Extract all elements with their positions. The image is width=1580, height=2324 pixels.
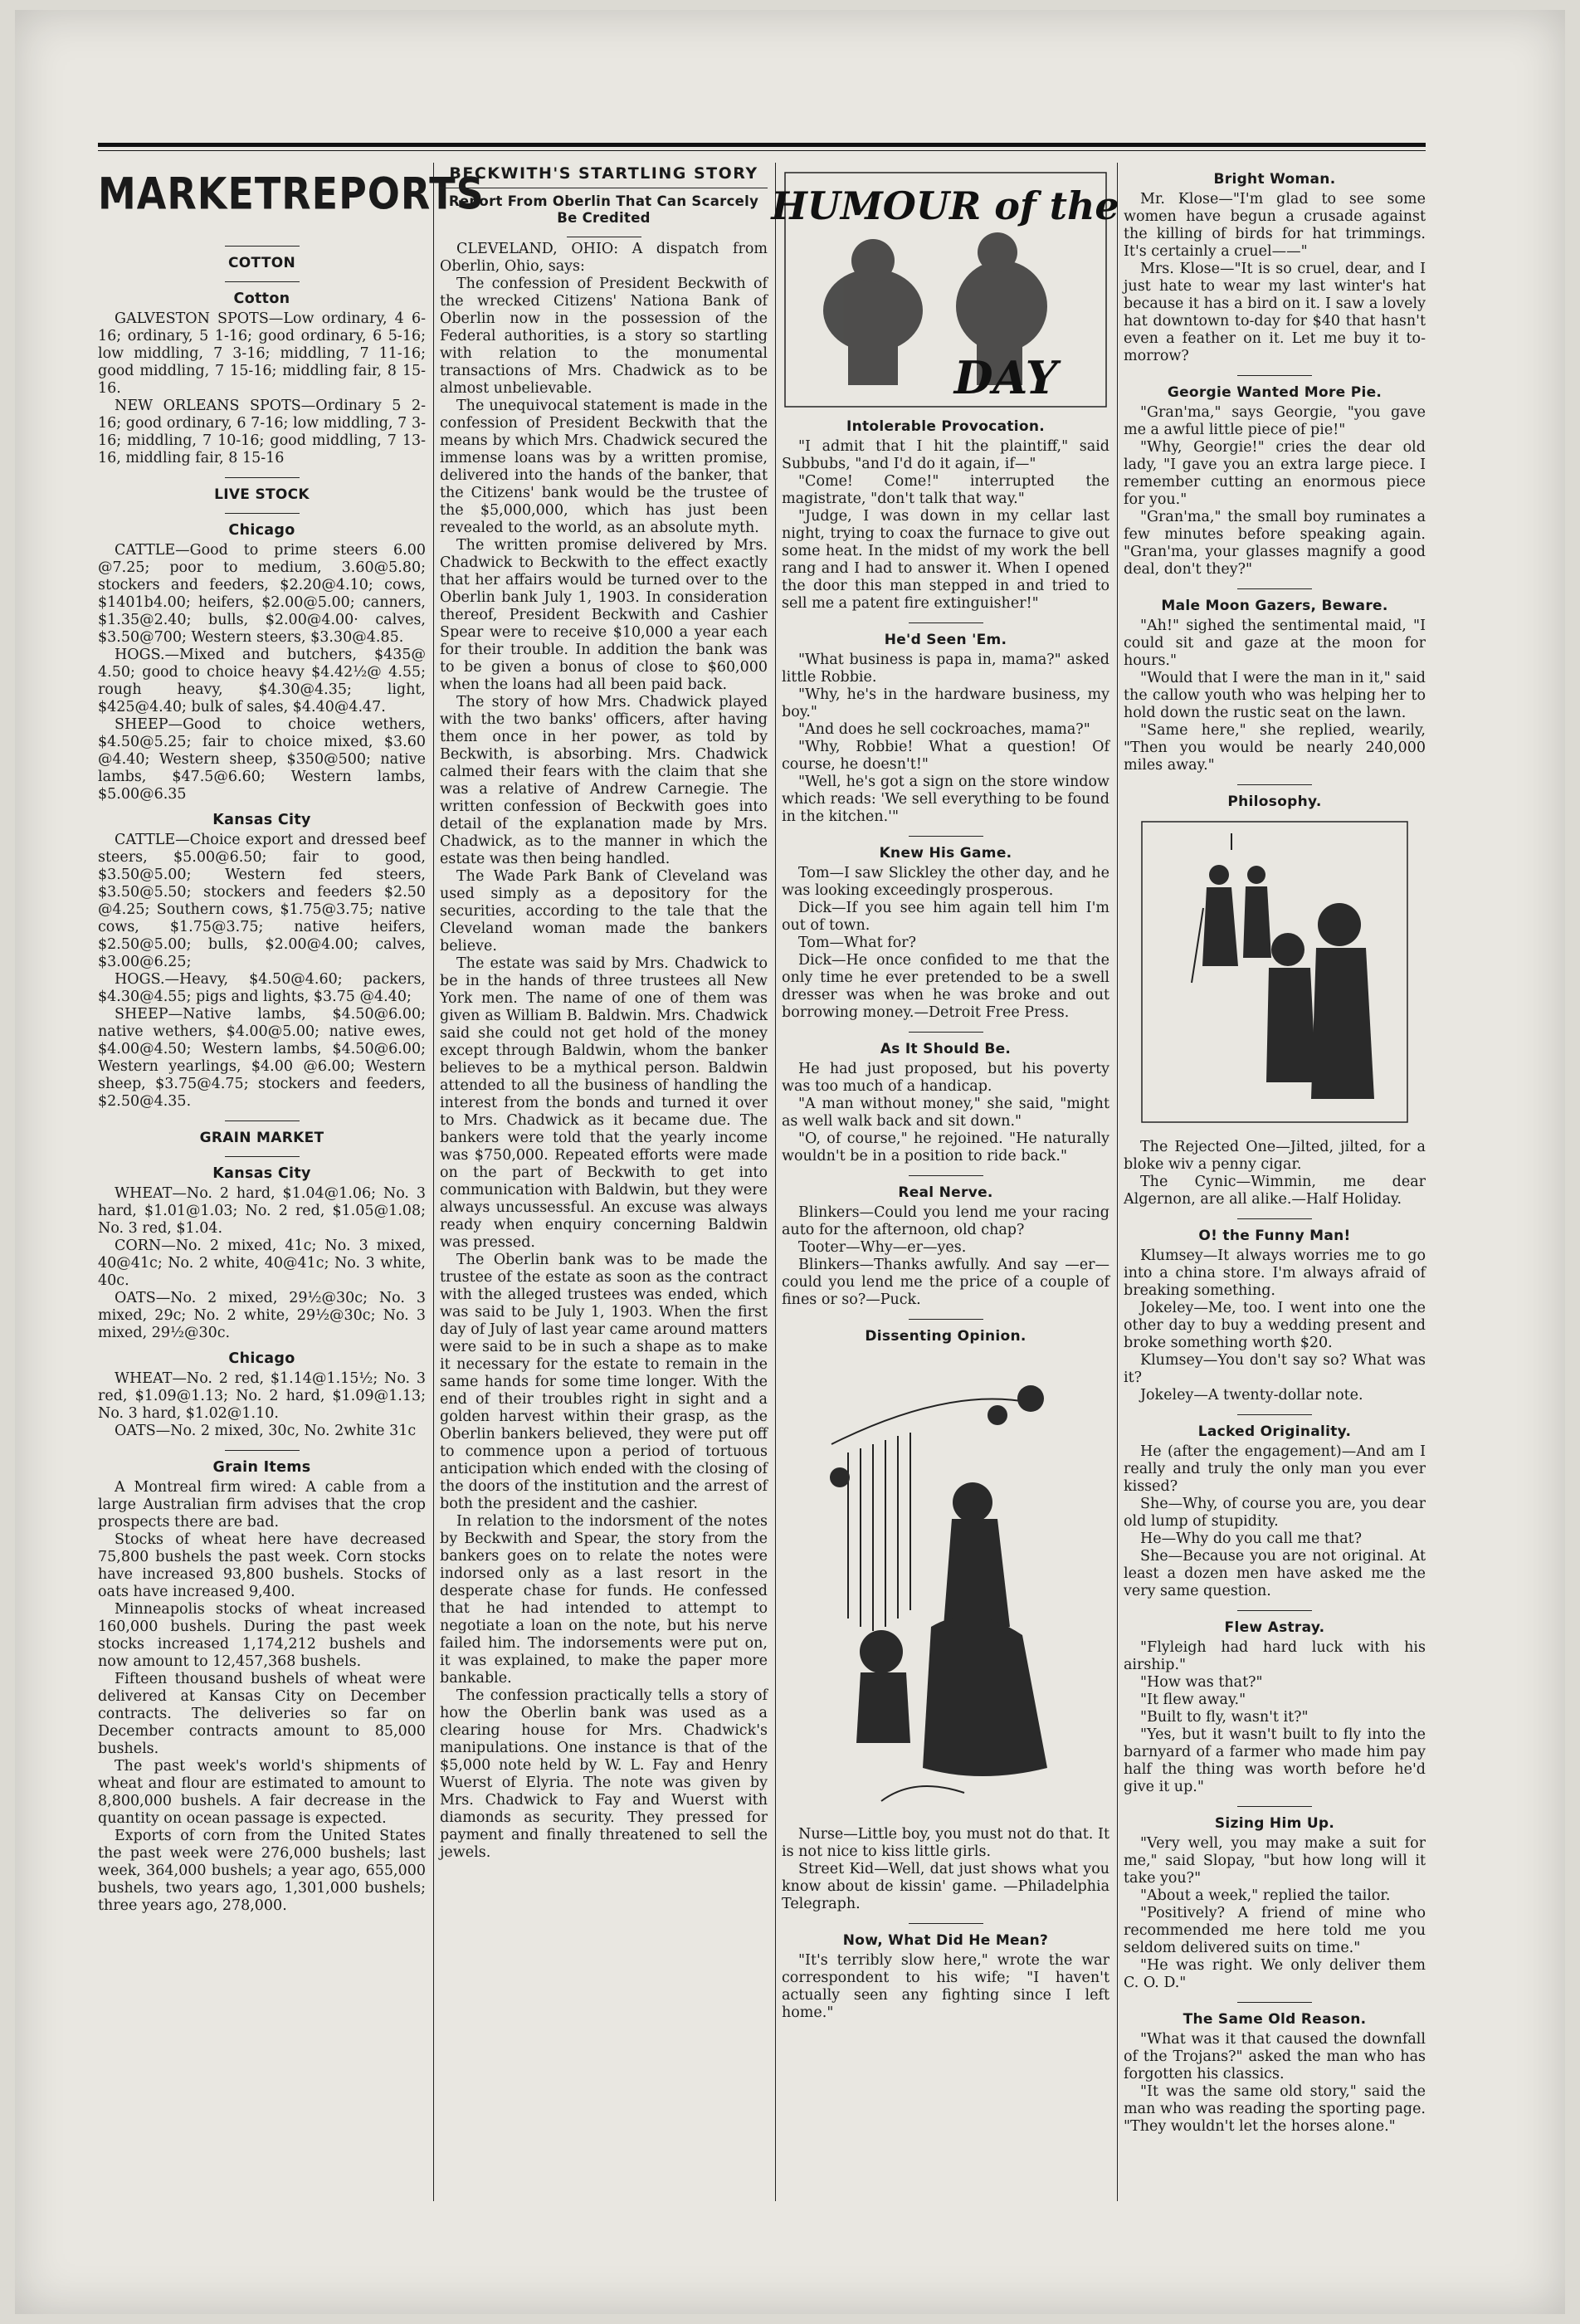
story-paragraph: "Would that I were the man in it," said the callow youth who was helping her to hold down the rustic seat on the lawn. <box>1124 670 1426 721</box>
story-paragraph: "What was it that caused the downfall of the Trojans?" asked the man who has forgotten his classics. <box>1124 2031 1426 2082</box>
section-divider <box>225 246 300 247</box>
story-paragraph: Blinkers—Could you lend me your racing auto for the afternoon, old chap? <box>782 1204 1109 1238</box>
nurse-and-children-cartoon <box>782 1353 1109 1818</box>
story-heading: Flew Astray. <box>1224 1619 1325 1636</box>
story-heading: Intolerable Provocation. <box>846 418 1046 435</box>
story-heading: Now, What Did He Mean? <box>842 1932 1049 1949</box>
section-divider <box>1237 1414 1312 1415</box>
subsection-heading: Grain Items <box>212 1459 311 1476</box>
story-paragraph: Dick—He once confided to me that the only time he ever pretended to be a swell dresser was when he was broke and out borrowing money.—Detroit Free Press. <box>782 952 1109 1021</box>
market-paragraph: NEW ORLEANS SPOTS—Ordinary 5 2-16; good ordinary, 6 7-16; low middling, 7 3-16; middling, 7 10-16; good middling, 7 13-16, middling fair, 8 15-16 <box>98 398 426 466</box>
market-paragraph: WHEAT—No. 2 red, $1.14@1.15½; No. 3 red, $1.09@1.13; No. 2 hard, $1.09@1.13; No. 3 hard, $1.02@1.10. <box>98 1370 426 1422</box>
story-paragraph: Klumsey—You don't say so? What was it? <box>1124 1352 1426 1386</box>
story-paragraph: "Why, he's in the hardware business, my boy." <box>782 686 1109 720</box>
story-heading: Sizing Him Up. <box>1214 1815 1335 1832</box>
section-divider <box>1237 1610 1312 1611</box>
story-paragraph: "Why, Robbie! What a question! Of course, he doesn't!" <box>782 739 1109 773</box>
section-divider <box>225 1156 300 1157</box>
story-paragraph: "Come! Come!" interrupted the magistrate, "don't talk that way." <box>782 473 1109 507</box>
story-paragraph: The confession practically tells a story of how the Oberlin bank was used as a clearing house for Mrs. Chadwick's manipulations. One instance is that of the $5,000 note held by W. L. Fay and Henry Wuerst of Elyria. The note was given by Mrs. Chadwick to Fay and Wuerst with diamonds as security. They pressed for payment and finally threatened to sell the jewels. <box>440 1687 768 1861</box>
section-heading: COTTON <box>228 255 295 271</box>
section-divider <box>225 281 300 282</box>
section-divider <box>1237 1806 1312 1807</box>
story-paragraph: "Gran'ma," the small boy ruminates a few minutes before speaking again. "Gran'ma, your glasses magnify a good deal, don't they?" <box>1124 509 1426 578</box>
market-paragraph: HOGS.—Heavy, $4.50@4.60; packers, $4.30@4.55; pigs and lights, $3.75 @4.40; <box>98 971 426 1005</box>
beckwith-story-column <box>440 163 768 2234</box>
story-paragraph: "Flyleigh had hard luck with his airship." <box>1124 1639 1426 1673</box>
story-heading: O! the Funny Man! <box>1198 1228 1351 1244</box>
story-heading: Dissenting Opinion. <box>865 1328 1027 1345</box>
section-divider <box>1237 375 1312 376</box>
story-paragraph: "Why, Georgie!" cries the dear old lady, "I gave you an extra large piece. I remember cutting an enormous piece for you." <box>1124 439 1426 508</box>
story-paragraph: She—Because you are not original. At least a dozen men have asked me the very same question. <box>1124 1548 1426 1599</box>
market-paragraph: SHEEP—Good to choice wethers, $4.50@5.25; fair to choice mixed, $3.60 @4.40; Western sheep, $350@500; native lambs, $47.5@6.60; Western lambs, $5.00@6.35 <box>98 716 426 803</box>
story-paragraph: Mr. Klose—"I'm glad to see some women have begun a crusade against the killing of birds for hat trimmings. It's certainly a cruel——" <box>1124 191 1426 260</box>
section-divider <box>225 513 300 514</box>
story-paragraph: "How was that?" <box>1140 1674 1263 1691</box>
story-paragraph: "It flew away." <box>1140 1692 1246 1708</box>
story-paragraph: "Yes, but it wasn't built to fly into the barnyard of a farmer who made him pay half the thing was worth before he'd give it up." <box>1124 1726 1426 1795</box>
story-paragraph: Dick—If you see him again tell him I'm out of town. <box>782 900 1109 934</box>
story-paragraph: The unequivocal statement is made in the confession of President Beckwith that the means by which Mrs. Chadwick secured the immense loans was by a written promise, delivered into the hands of the banker, that the Citizens' bank would be the trustee of the $5,000,000, which has just been revealed to the world, as an absolute myth. <box>440 398 768 536</box>
story-paragraph: "Well, he's got a sign on the store window which reads: 'We sell everything to be found in the kitchen.'" <box>782 774 1109 825</box>
story-heading: Male Moon Gazers, Beware. <box>1161 598 1388 614</box>
market-paragraph: HOGS.—Mixed and butchers, $435@ 4.50; good to choice heavy $4.42½@ 4.55; rough heavy, $4.30@4.35; light, $425@4.40; bulk of sales, $4.40@4.47. <box>98 647 426 715</box>
column-rule <box>433 163 434 2201</box>
story-heading: The Same Old Reason. <box>1183 2011 1367 2028</box>
newspaper-sheet <box>15 10 1565 2314</box>
story-paragraph: The Wade Park Bank of Cleveland was used simply as a depository for the securities, according to the tale that the Cleveland woman made the bankers believe. <box>440 868 768 954</box>
story-paragraph: He—Why do you call me that? <box>1140 1531 1363 1547</box>
story-paragraph: "Same here," she replied, wearily, "Then you would be nearly 240,000 miles away." <box>1124 722 1426 774</box>
section-divider <box>909 1175 983 1176</box>
humour-column <box>771 163 1119 2234</box>
story-paragraph: "Judge, I was down in my cellar last night, trying to coax the furnace to give out some heat. In the midst of my work the bell rang and I had to answer it. When I opened the door this man stepped in and tried to sell me a patent fire extinguisher!" <box>782 508 1109 612</box>
philosophy-cartoon <box>1124 817 1426 1132</box>
humour-title-text: DAY <box>953 351 1058 404</box>
market-paragraph: CATTLE—Choice export and dressed beef steers, $5.00@6.50; fair to good, $3.50@5.00; Western fed steers, $3.50@5.50; stockers and feeders $2.50 @4.25; Southern cows, $1.75@3.75; native cows, $1.75@3.75; native heifers, $2.50@5.00; bulls, $2.00@4.00; calves, $3.00@6.25; <box>98 832 426 970</box>
section-divider <box>909 622 983 623</box>
cartoon-caption: Street Kid—Well, dat just shows what you know about de kissin' game. —Philadelphia Telegraph. <box>782 1861 1109 1912</box>
story-paragraph: "It's terribly slow here," wrote the war correspondent to his wife; "I haven't actually seen any fighting since I left home." <box>782 1952 1109 2021</box>
story-paragraph: "He was right. We only deliver them C. O. D." <box>1124 1957 1426 1991</box>
story-paragraph: Klumsey—It always worries me to go into a china store. I'm always afraid of breaking something. <box>1124 1247 1426 1299</box>
story-paragraph: He (after the engagement)—And am I really and truly the only man you ever kissed? <box>1124 1443 1426 1495</box>
section-divider <box>225 1450 300 1451</box>
section-heading: LIVE STOCK <box>214 486 310 503</box>
subsection-heading: Chicago <box>228 522 295 539</box>
market-paragraph: CORN—No. 2 mixed, 41c; No. 3 mixed, 40@41c; No. 2 white, 40@41c; No. 3 white, 40c. <box>98 1238 426 1289</box>
newspaper-page <box>98 143 1426 2234</box>
market-paragraph: CATTLE—Good to prime steers 6.00 @7.25; poor to medium, 3.60@5.80; stockers and feeders, $2.20@4.10; cows, $1401b4.00; heifers, $2.00@5.00; canners, $1.35@2.40; bulls, $2.00@4.00· calves, $3.50@700; Western steers, $3.30@4.85. <box>98 542 426 646</box>
story-headline: BECKWITH'S STARTLING STORY <box>449 164 758 183</box>
market-paragraph: The past week's world's shipments of wheat and flour are estimated to amount to 8,800,000 bushels. A fair decrease in the quantity on ocean passage is expected. <box>98 1758 426 1827</box>
story-paragraph: "I admit that I hit the plaintiff," said Subbubs, "and I'd do it again, if—" <box>782 438 1109 472</box>
story-paragraph: CLEVELAND, OHIO: A dispatch from Oberlin, Ohio, says: <box>440 241 768 275</box>
story-paragraph: Mrs. Klose—"It is so cruel, dear, and I just hate to wear my last winter's hat because it has a bird on it. I saw a lovely hat downtown to-day for $40 that hasn't even a feather on it. Let me buy it to-morrow? <box>1124 261 1426 364</box>
market-paragraph: OATS—No. 2 mixed, 30c, No. 2white 31c <box>115 1423 417 1439</box>
story-paragraph: Tom—What for? <box>798 935 916 951</box>
subsection-heading: Chicago <box>228 1350 295 1367</box>
subsection-heading: Cotton <box>233 290 290 307</box>
story-paragraph: "Gran'ma," says Georgie, "you gave me a awful little piece of pie!" <box>1124 404 1426 438</box>
story-paragraph: The story of how Mrs. Chadwick played with the two banks' officers, after having them once in her power, as told by Beckwith, is absorbing. Mrs. Chadwick calmed their fears with the claim that she was a relative of Andrew Carnegie. The written confession of Beckwith goes into detail of the explanation made by Mrs. Chadwick, as to the manner in which the estate was then being handled. <box>440 694 768 867</box>
story-deck: Report From Oberlin That Can Scarcely Be Credited <box>448 193 759 226</box>
humour-title-text: HUMOUR of the <box>771 183 1119 228</box>
top-rule <box>98 143 1426 147</box>
section-divider <box>909 1032 983 1033</box>
section-divider <box>1237 588 1312 589</box>
market-reports-column <box>98 163 485 2234</box>
story-paragraph: "Very well, you may make a suit for me," said Slopay, "but how long will it take you?" <box>1124 1835 1426 1887</box>
humour-of-the-day-title-art <box>771 169 1119 410</box>
top-rule-thin <box>98 150 1426 151</box>
story-paragraph: "A man without money," she said, "might as well walk back and sit down." <box>782 1096 1109 1130</box>
story-paragraph: Jokeley—A twenty-dollar note. <box>1140 1387 1363 1404</box>
cartoon-caption: The Cynic—Wimmin, me dear Algernon, are all alike.—Half Holiday. <box>1124 1174 1426 1208</box>
subsection-heading: Kansas City <box>212 812 311 828</box>
story-paragraph: The confession of President Beckwith of the wrecked Citizens' Nationa Bank of Oberlin now in the possession of the Federal authorities, is a story so startling with relation to the monumental transactions of Mrs. Chadwick as to be almost unbelievable. <box>440 276 768 397</box>
section-divider <box>909 836 983 837</box>
section-divider <box>909 1923 983 1924</box>
story-paragraph: Jokeley—Me, too. I went into one the other day to buy a wedding present and broke something worth $20. <box>1124 1300 1426 1351</box>
story-heading: Georgie Wanted More Pie. <box>1167 384 1382 401</box>
story-paragraph: Tom—I saw Slickley the other day, and he was looking exceedingly prosperous. <box>782 865 1109 899</box>
story-heading: Knew His Game. <box>879 845 1012 862</box>
story-paragraph: She—Why, of course you are, you dear old lump of stupidity. <box>1124 1496 1426 1530</box>
section-heading: GRAIN MARKET <box>199 1130 324 1146</box>
story-paragraph: Blinkers—Thanks awfully. And say —er—could you lend me the price of a couple of fines or so?—Puck. <box>782 1257 1109 1308</box>
story-paragraph: "Positively? A friend of mine who recommended me here told me you seldom delivered suits on time." <box>1124 1905 1426 1956</box>
story-paragraph: "What business is papa in, mama?" asked little Robbie. <box>782 652 1109 686</box>
story-paragraph: "O, of course," he rejoined. "He naturally wouldn't be in a position to ride back." <box>782 1130 1109 1164</box>
section-divider <box>909 1319 983 1320</box>
section-divider <box>1237 1218 1312 1219</box>
market-paragraph: GALVESTON SPOTS—Low ordinary, 4 6-16; ordinary, 5 1-16; good ordinary, 6 5-16; low middling, 7 3-16; middling, 7 11-16; good middling, 7 15-16; middling fair, 8 15-16. <box>98 310 426 397</box>
story-paragraph: The written promise delivered by Mrs. Chadwick to Beckwith to the effect exactly that her affairs would be turned over to the Oberlin bank July 1, 1903. In consideration thereof, President Beckwith and Cashier Spear were to receive $10,000 a year each for their trouble. In addition the bank was to be given a bonus of close to $60,000 when the loans had all been paid back. <box>440 537 768 693</box>
market-paragraph: SHEEP—Native lambs, $4.50@6.00; native wethers, $4.00@5.00; native ewes, $4.00@4.50; Western lambs, $4.50@6.00; Western yearlings, $4.00 @6.00; Western sheep, $3.75@4.75; stockers and feeders, $2.50@4.35. <box>98 1006 426 1110</box>
cartoon-caption: The Rejected One—Jilted, jilted, for a bloke wiv a penny cigar. <box>1124 1139 1426 1173</box>
section-divider <box>225 477 300 478</box>
story-paragraph: The Oberlin bank was to be made the trustee of the estate as soon as the contract with the alleged trustees was ended, which was said to be July 1, 1903. When the first day of July of last year came around matters were said to be in such a shape as to make it necessary for the estate to remain in the same hands for some time longer. With the end of their troubles right in sight and a golden harvest within their grasp, as the Oberlin bankers believed, they were put off to commence upon a period of tortuous anticipation which ended with the closing of the doors of the institution and the arrest of both the president and the cashier. <box>440 1252 768 1512</box>
story-heading: As It Should Be. <box>880 1041 1012 1057</box>
masthead-word: MARKET <box>98 168 282 220</box>
story-heading: Lacked Originality. <box>1197 1423 1352 1440</box>
story-paragraph: "Ah!" sighed the sentimental maid, "I could sit and gaze at the moon for hours." <box>1124 618 1426 669</box>
story-paragraph: "About a week," replied the tailor. <box>1140 1887 1391 1904</box>
story-paragraph: In relation to the indorsment of the notes by Beckwith and Spear, the story from the bankers goes on to relate the notes were indorsed only as a last resort in the desperate chase for funds. He confessed that he had intended to attempt to negotiate a loan on the note, but his nerve failed him. The indorsements were put on, it was explained, to make the paper more bankable. <box>440 1513 768 1687</box>
story-heading: Bright Woman. <box>1213 171 1336 188</box>
column-rule <box>1117 163 1118 2201</box>
story-heading: He'd Seen 'Em. <box>884 632 1007 648</box>
market-paragraph: Minneapolis stocks of wheat increased 160,000 bushels. During the past week stocks increased 1,174,212 bushels and now amount to 12,457,368 bushels. <box>98 1601 426 1670</box>
story-heading: Real Nerve. <box>898 1184 993 1201</box>
cartoon-caption: Nurse—Little boy, you must not do that. It is not nice to kiss little girls. <box>782 1826 1109 1860</box>
market-paragraph: WHEAT—No. 2 hard, $1.04@1.06; No. 3 hard, $1.01@1.03; No. 2 red, $1.05@1.08; No. 3 red, $1.04. <box>98 1185 426 1237</box>
story-paragraph: The estate was said by Mrs. Chadwick to be in the hands of three trustees all New York men. The name of one of them was given as William B. Baldwin. Mrs. Chadwick said she could not get hold of the money except through Baldwin, whom the banker believes to be a mythical person. Baldwin attended to all the business of handling the interest from the bonds and turned it over to Mrs. Chadwick as it became due. The bankers were told that the yearly income was $750,000. Repeated efforts were made on the part of Beckwith to get into communication with Baldwin, but they were always uncussessful. An excuse was always ready when enquiry concerning Baldwin was pressed. <box>440 955 768 1251</box>
story-paragraph: "It was the same old story," said the man who was reading the sporting page. "They wouldn't let the horses alone." <box>1124 2083 1426 2135</box>
column-rule <box>775 163 776 2201</box>
section-divider <box>1237 784 1312 785</box>
story-paragraph: Tooter—Why—er—yes. <box>798 1239 967 1256</box>
subsection-heading: Kansas City <box>212 1165 311 1182</box>
masthead-word: REPORTS <box>281 168 485 220</box>
market-reports-masthead <box>98 168 485 220</box>
section-divider <box>1237 2002 1312 2003</box>
story-heading: Philosophy. <box>1227 793 1322 810</box>
story-paragraph: "And does he sell cockroaches, mama?" <box>798 721 1090 738</box>
market-paragraph: Fifteen thousand bushels of wheat were delivered at Kansas City on December contracts. The deliveries so far on December contracts amount to 85,000 bushels. <box>98 1671 426 1757</box>
market-paragraph: A Montreal firm wired: A cable from a large Australian firm advises that the crop prospects there are bad. <box>98 1479 426 1531</box>
market-paragraph: Exports of corn from the United States the past week were 276,000 bushels; last week, 364,000 bushels; a year ago, 655,000 bushels, two years ago, 1,301,000 bushels; three years ago, 278,000. <box>98 1828 426 1914</box>
story-paragraph: "Built to fly, wasn't it?" <box>1140 1709 1309 1726</box>
section-divider <box>225 1120 300 1121</box>
story-paragraph: He had just proposed, but his poverty was too much of a handicap. <box>782 1061 1109 1095</box>
market-paragraph: OATS—No. 2 mixed, 29½@30c; No. 3 mixed, 29c; No. 2 white, 29½@30c; No. 3 mixed, 29½@30c. <box>98 1290 426 1341</box>
market-paragraph: Stocks of wheat here have decreased 75,800 bushels the past week. Corn stocks have increased 93,800 bushels. Stocks of oats have increased 9,400. <box>98 1531 426 1600</box>
humour-column-right <box>1124 163 1426 2234</box>
